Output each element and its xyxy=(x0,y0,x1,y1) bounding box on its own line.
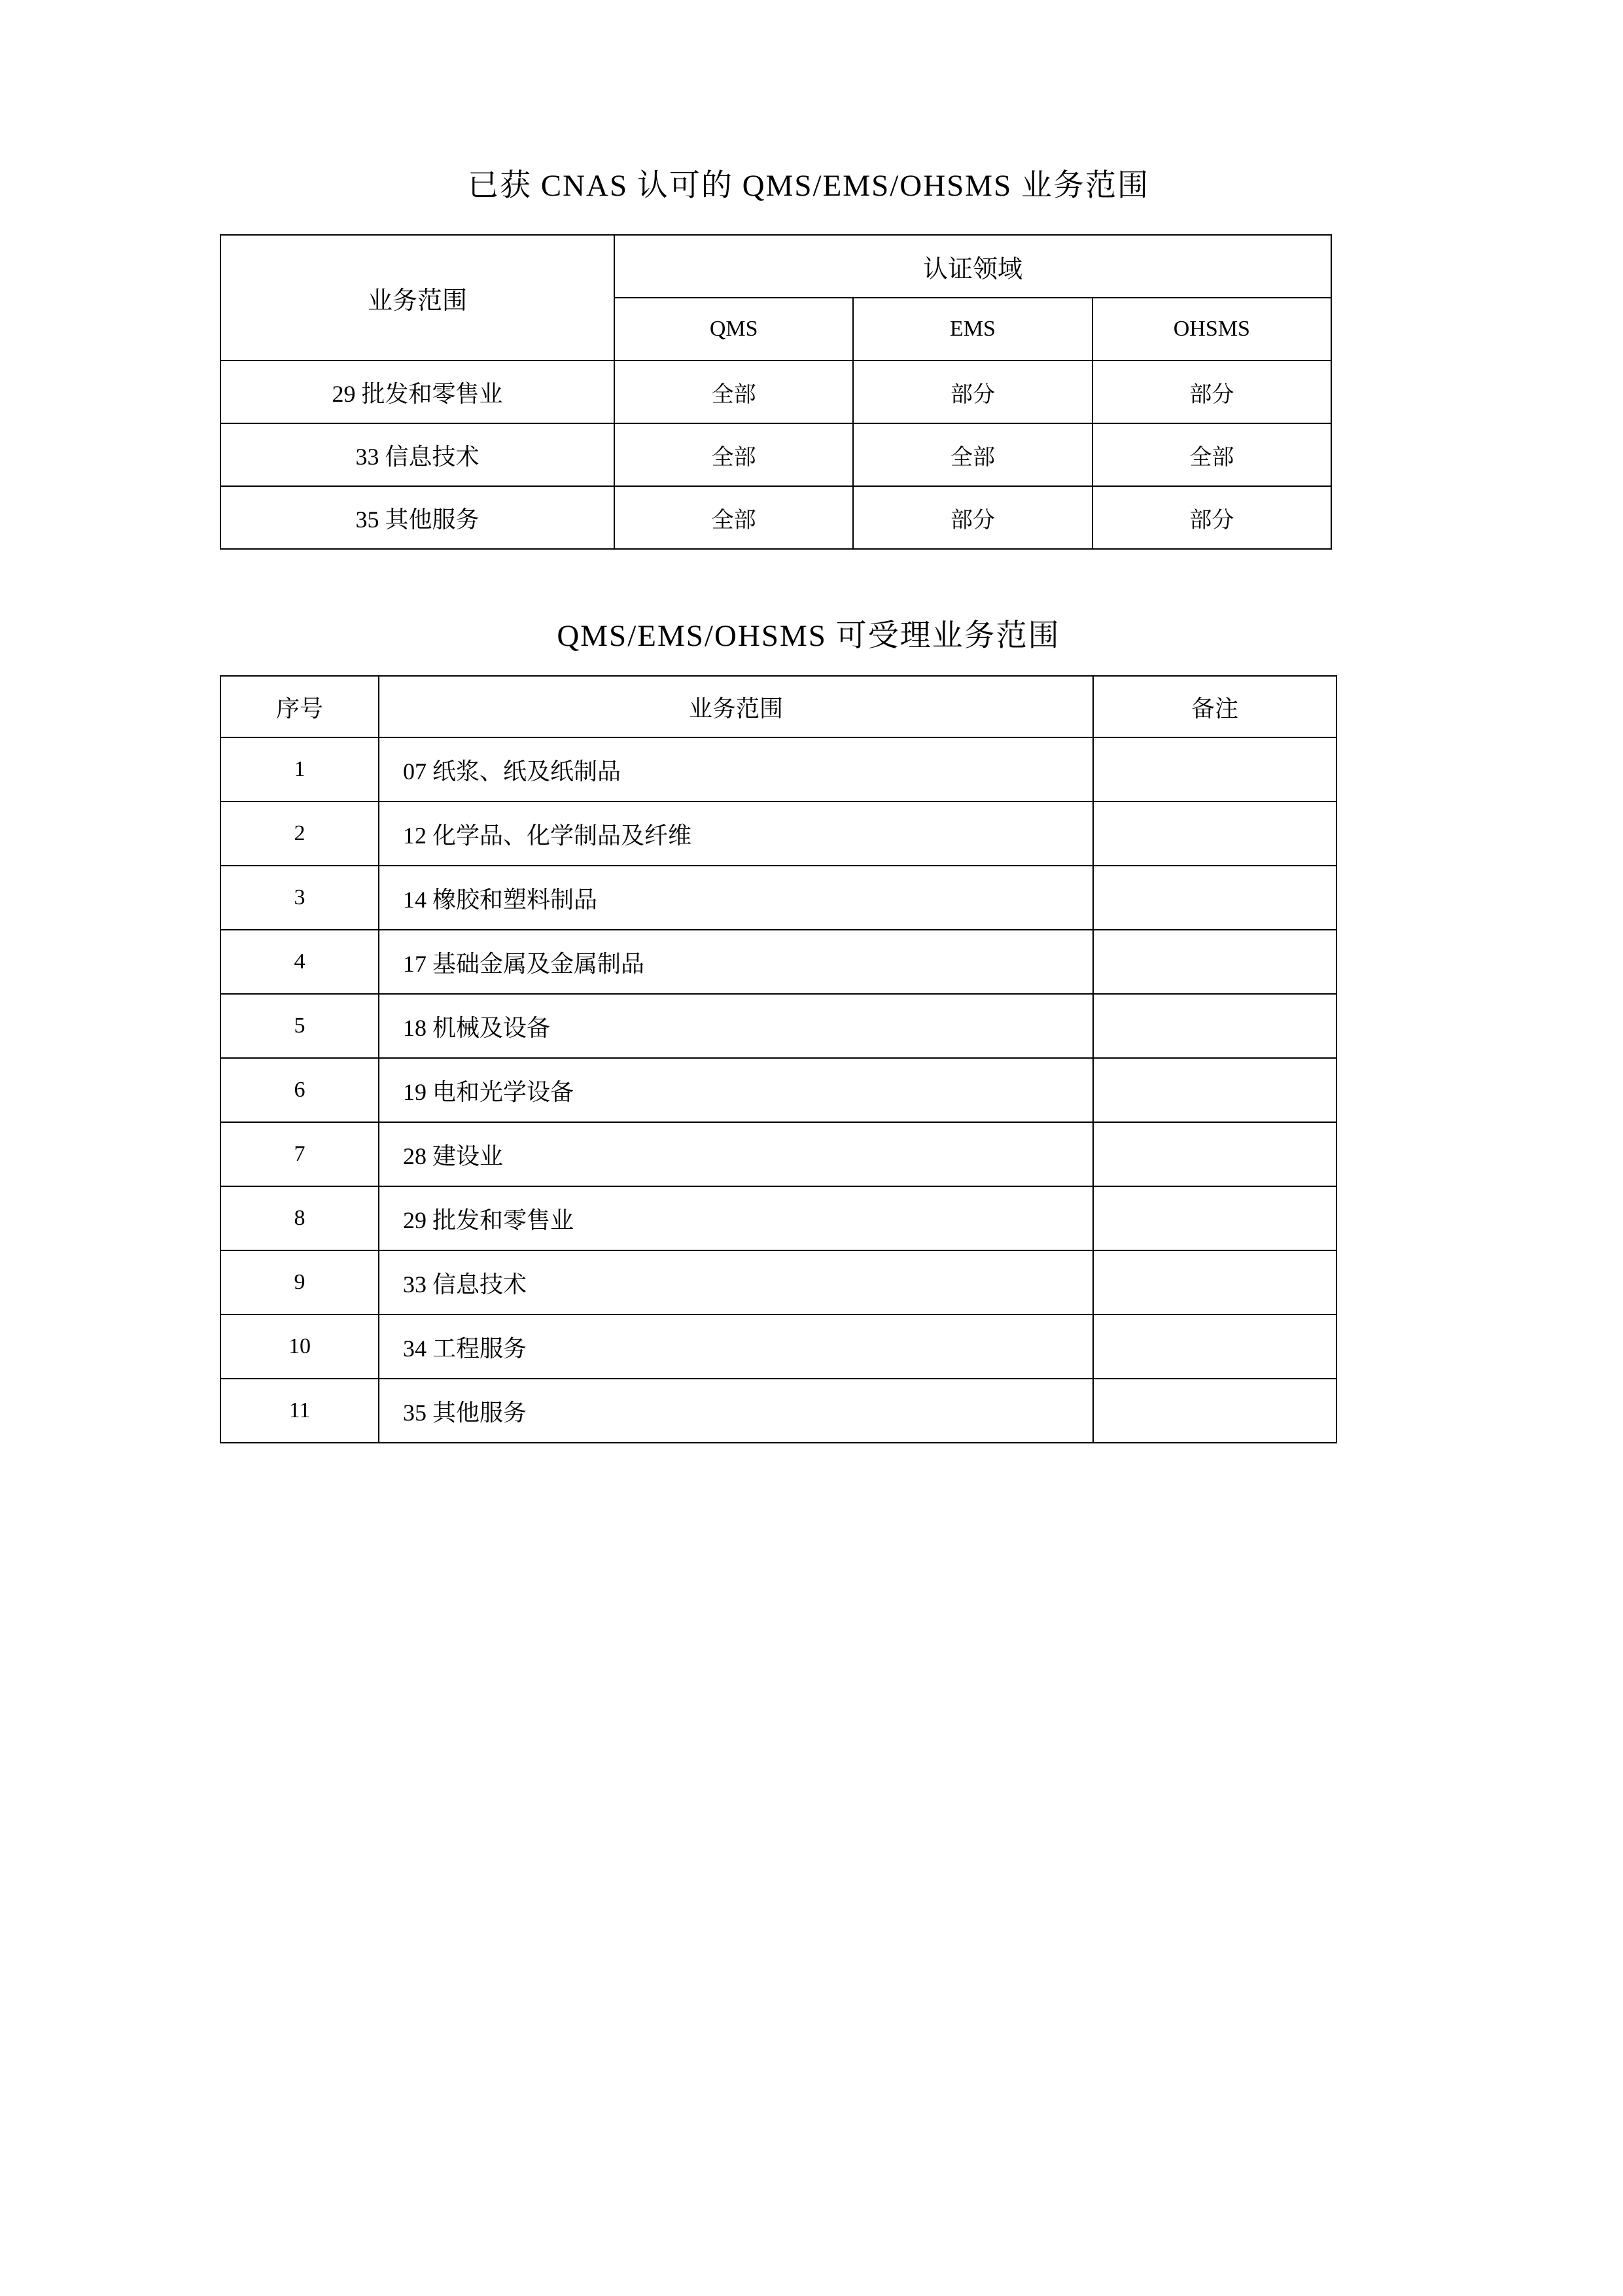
row-serial-no: 10 xyxy=(220,1315,379,1379)
row-ohsms-value: 部分 xyxy=(1092,486,1331,549)
row-remark xyxy=(1093,737,1336,802)
header-ohsms: OHSMS xyxy=(1092,298,1331,361)
row-remark xyxy=(1093,1379,1336,1443)
header-serial-no: 序号 xyxy=(220,676,379,737)
row-remark xyxy=(1093,1122,1336,1186)
row-serial-no: 9 xyxy=(220,1250,379,1315)
row-qms-value: 全部 xyxy=(614,361,853,423)
row-serial-no: 1 xyxy=(220,737,379,802)
header-remark: 备注 xyxy=(1093,676,1336,737)
table-row xyxy=(220,1379,1336,1443)
row-scope-label: 33 信息技术 xyxy=(220,423,614,486)
accredited-scope-table xyxy=(220,234,1332,550)
row-scope: 17 基础金属及金属制品 xyxy=(379,930,1093,994)
row-serial-no: 5 xyxy=(220,994,379,1058)
table-row xyxy=(220,930,1336,994)
table-row xyxy=(220,1122,1336,1186)
row-ohsms-value: 部分 xyxy=(1092,361,1331,423)
section-two-title: QMS/EMS/OHSMS 可受理业务范围 xyxy=(557,619,1060,653)
table-row xyxy=(220,802,1336,866)
row-scope: 18 机械及设备 xyxy=(379,994,1093,1058)
table-row xyxy=(220,423,1331,486)
table-row xyxy=(220,994,1336,1058)
row-serial-no: 7 xyxy=(220,1122,379,1186)
row-remark xyxy=(1093,1250,1336,1315)
row-scope: 14 橡胶和塑料制品 xyxy=(379,866,1093,930)
row-serial-no: 3 xyxy=(220,866,379,930)
row-ems-value: 全部 xyxy=(853,423,1092,486)
acceptable-scope-table xyxy=(220,675,1337,1443)
row-remark xyxy=(1093,1058,1336,1122)
row-remark xyxy=(1093,1186,1336,1250)
row-serial-no: 6 xyxy=(220,1058,379,1122)
row-scope-label: 29 批发和零售业 xyxy=(220,361,614,423)
table-row xyxy=(220,737,1336,802)
row-scope: 29 批发和零售业 xyxy=(379,1186,1093,1250)
table-row xyxy=(220,1315,1336,1379)
table-row xyxy=(220,361,1331,423)
row-serial-no: 4 xyxy=(220,930,379,994)
table-row xyxy=(220,1058,1336,1122)
row-serial-no: 11 xyxy=(220,1379,379,1443)
row-scope: 07 纸浆、纸及纸制品 xyxy=(379,737,1093,802)
row-serial-no: 8 xyxy=(220,1186,379,1250)
row-ems-value: 部分 xyxy=(853,486,1092,549)
table-header-row xyxy=(220,235,1331,298)
row-ems-value: 部分 xyxy=(853,361,1092,423)
row-remark xyxy=(1093,994,1336,1058)
section-one-title: 已获 CNAS 认可的 QMS/EMS/OHSMS 业务范围 xyxy=(468,169,1149,203)
row-scope: 34 工程服务 xyxy=(379,1315,1093,1379)
header-ems: EMS xyxy=(853,298,1092,361)
header-business-scope: 业务范围 xyxy=(220,235,614,361)
row-scope-label: 35 其他服务 xyxy=(220,486,614,549)
row-scope: 35 其他服务 xyxy=(379,1379,1093,1443)
row-remark xyxy=(1093,802,1336,866)
row-ohsms-value: 全部 xyxy=(1092,423,1331,486)
row-qms-value: 全部 xyxy=(614,486,853,549)
row-qms-value: 全部 xyxy=(614,423,853,486)
row-remark xyxy=(1093,1315,1336,1379)
row-remark xyxy=(1093,930,1336,994)
row-scope: 12 化学品、化学制品及纤维 xyxy=(379,802,1093,866)
row-scope: 19 电和光学设备 xyxy=(379,1058,1093,1122)
table-row xyxy=(220,1186,1336,1250)
table-header-row xyxy=(220,676,1336,737)
row-scope: 33 信息技术 xyxy=(379,1250,1093,1315)
header-certification-domain: 认证领域 xyxy=(614,235,1331,298)
row-scope: 28 建设业 xyxy=(379,1122,1093,1186)
table-row xyxy=(220,866,1336,930)
row-remark xyxy=(1093,866,1336,930)
table-row xyxy=(220,1250,1336,1315)
header-qms: QMS xyxy=(614,298,853,361)
header-business-scope: 业务范围 xyxy=(379,676,1093,737)
table-row xyxy=(220,486,1331,549)
row-serial-no: 2 xyxy=(220,802,379,866)
